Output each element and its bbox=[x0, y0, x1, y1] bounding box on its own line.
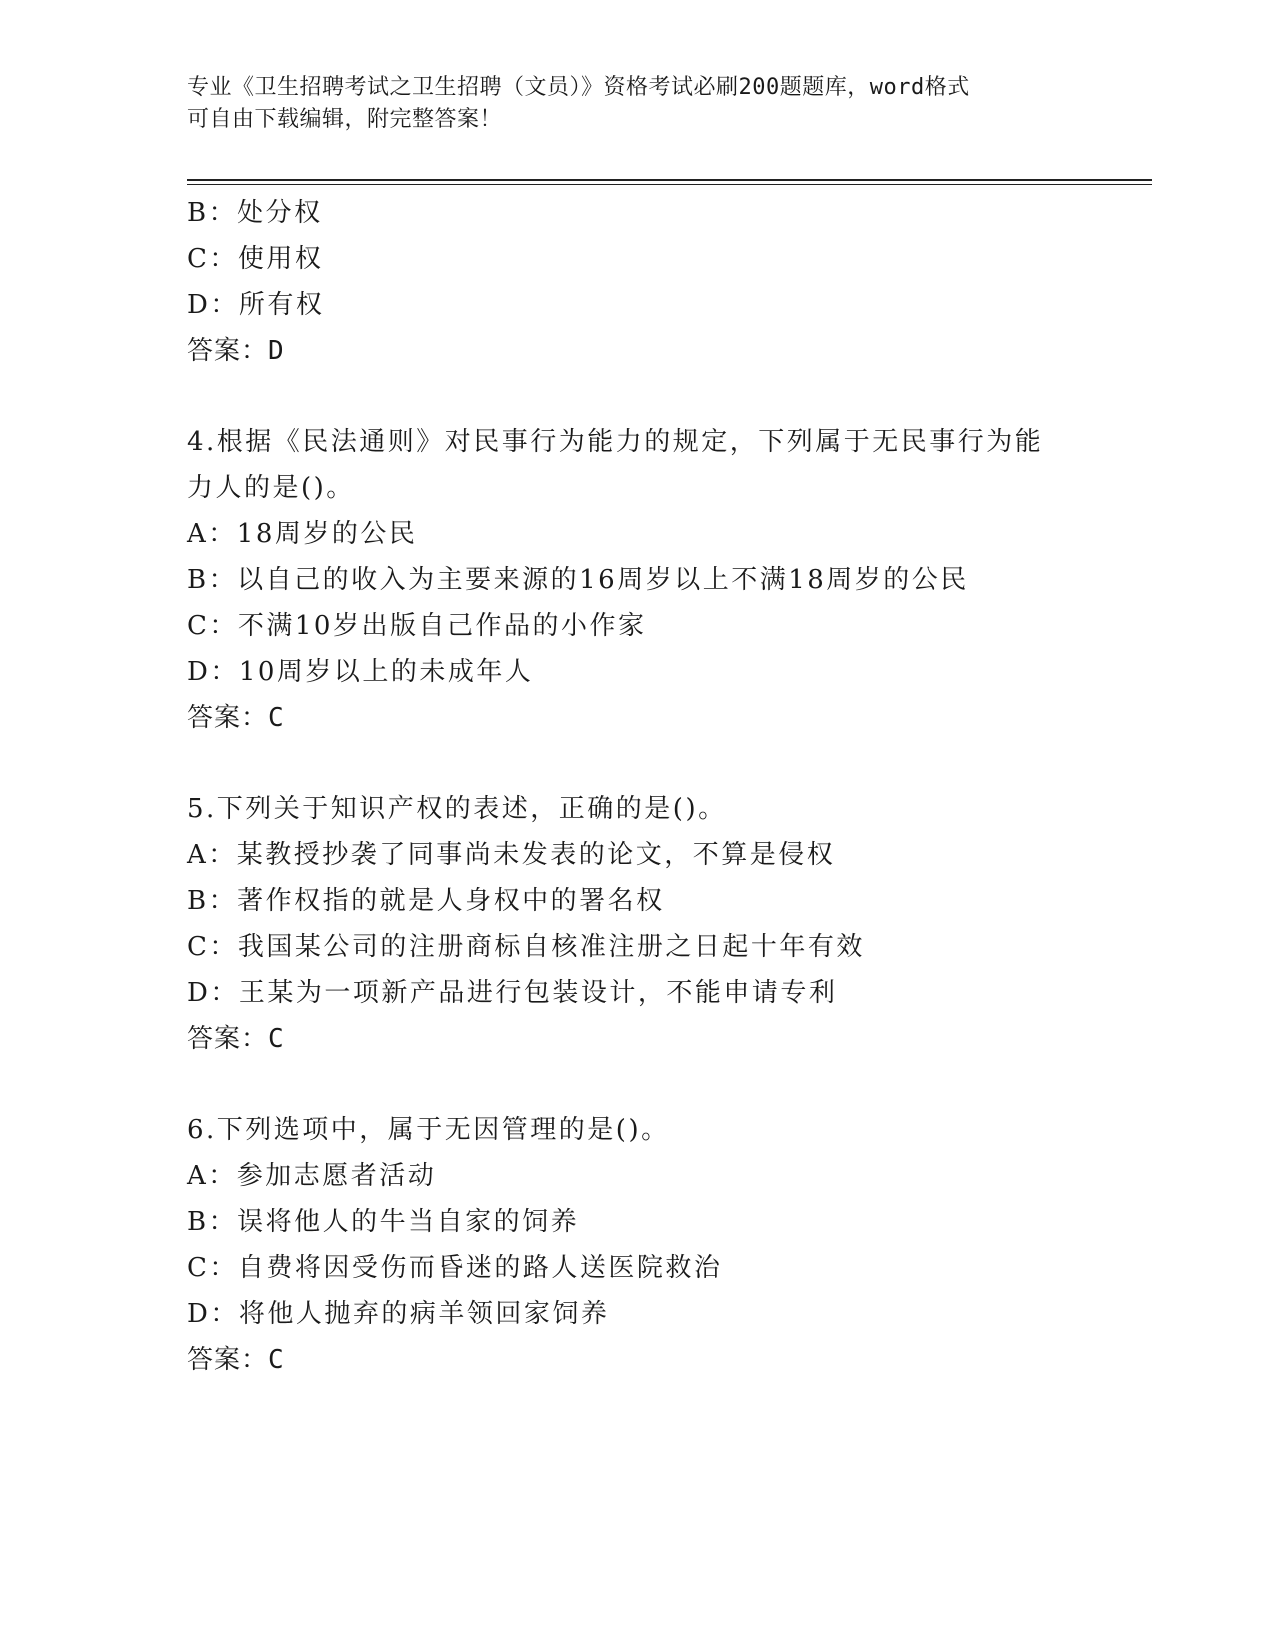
spacer bbox=[187, 1062, 1147, 1107]
document-header bbox=[187, 72, 1067, 136]
header-divider-top bbox=[187, 179, 1152, 181]
option-b: B：处分权 bbox=[187, 198, 323, 228]
option-c: C：自费将因受伤而昏迷的路人送医院救治 bbox=[187, 1253, 723, 1283]
question-5 bbox=[187, 786, 1147, 1062]
option-c: C：使用权 bbox=[187, 244, 324, 274]
option-a: A：某教授抄袭了同事尚未发表的论文，不算是侵权 bbox=[187, 840, 836, 870]
answer: 答案：C bbox=[187, 1024, 285, 1054]
option-b: B：误将他人的牛当自家的饲养 bbox=[187, 1207, 580, 1237]
question-stem-line-1: 4.根据《民法通则》对民事行为能力的规定，下列属于无民事行为能 bbox=[187, 427, 1044, 457]
option-d: D：所有权 bbox=[187, 290, 325, 320]
header-line-2: 可自由下载编辑，附完整答案！ bbox=[187, 107, 503, 132]
question-stem: 5.下列关于知识产权的表述，正确的是()。 bbox=[187, 794, 727, 824]
option-a: A：参加志愿者活动 bbox=[187, 1161, 437, 1191]
answer: 答案：D bbox=[187, 336, 285, 366]
option-d: D：王某为一项新产品进行包装设计，不能申请专利 bbox=[187, 978, 838, 1008]
header-line-1: 专业《卫生招聘考试之卫生招聘（文员）》资格考试必刷200题题库，word格式 bbox=[187, 75, 970, 100]
option-a: A：18周岁的公民 bbox=[187, 519, 418, 549]
spacer bbox=[187, 741, 1147, 786]
option-d: D：10周岁以上的未成年人 bbox=[187, 657, 534, 687]
spacer bbox=[187, 374, 1147, 419]
question-list bbox=[187, 190, 1147, 1383]
header-divider-bottom bbox=[187, 184, 1152, 185]
question-3-continued bbox=[187, 190, 1147, 374]
question-6 bbox=[187, 1107, 1147, 1383]
answer: 答案：C bbox=[187, 1345, 285, 1375]
answer: 答案：C bbox=[187, 703, 285, 733]
option-c: C：不满10岁出版自己作品的小作家 bbox=[187, 611, 647, 641]
question-stem: 6.下列选项中，属于无因管理的是()。 bbox=[187, 1115, 670, 1145]
option-c: C：我国某公司的注册商标自核准注册之日起十年有效 bbox=[187, 932, 865, 962]
question-stem-line-2: 力人的是()。 bbox=[187, 473, 355, 503]
option-b: B：著作权指的就是人身权中的署名权 bbox=[187, 886, 665, 916]
option-b: B：以自己的收入为主要来源的16周岁以上不满18周岁的公民 bbox=[187, 565, 969, 595]
option-d: D：将他人抛弃的病羊领回家饲养 bbox=[187, 1299, 610, 1329]
question-4 bbox=[187, 419, 1147, 741]
